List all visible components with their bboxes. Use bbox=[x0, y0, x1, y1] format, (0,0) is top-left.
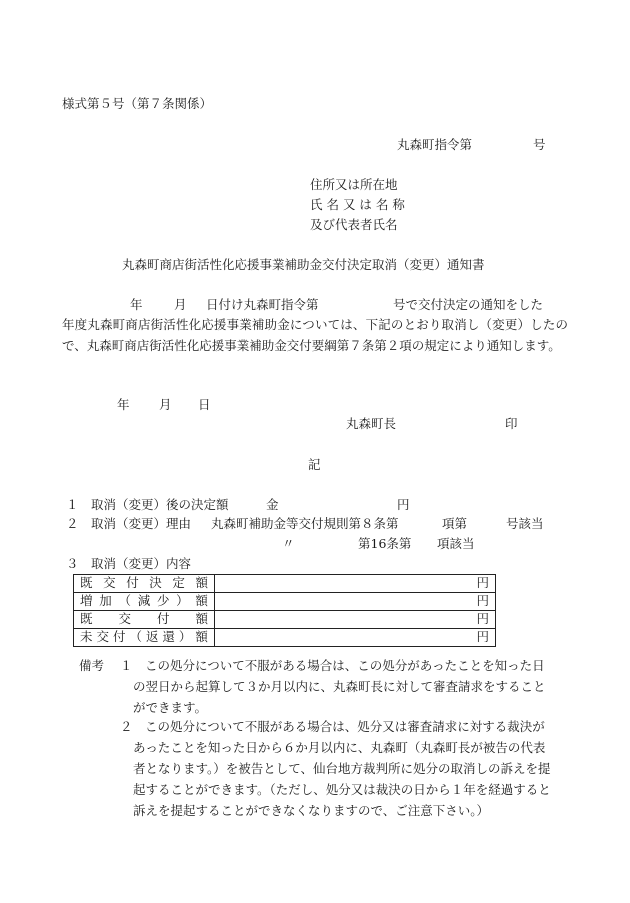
item-1-num: １ bbox=[66, 497, 79, 512]
item-1-label: 取消（変更）後の決定額 bbox=[91, 497, 229, 512]
body-month: 月 bbox=[174, 297, 187, 312]
date-year: 年 bbox=[117, 397, 130, 412]
note-1-num: １ bbox=[120, 658, 133, 673]
body-year: 年 bbox=[130, 297, 143, 312]
row-unit: 円 bbox=[215, 611, 496, 629]
item-3-num: ３ bbox=[66, 556, 79, 571]
remarks-heading: 備考 bbox=[79, 658, 105, 673]
row-label-text: 既 交 付 決 定 額 bbox=[80, 575, 208, 591]
issuer-name: 丸森町長 bbox=[346, 416, 397, 431]
row-label-text: 未 交 付 （ 返 還 ） 額 bbox=[80, 629, 208, 645]
table-row bbox=[74, 575, 496, 593]
row-unit: 円 bbox=[215, 593, 496, 611]
item-2-rule: 丸森町補助金等交付規則第８条第 bbox=[211, 516, 399, 531]
row-label bbox=[74, 629, 215, 647]
item-2-rule2: 第16条第 bbox=[358, 536, 412, 551]
item-2-kou: 項第 bbox=[442, 516, 468, 531]
item-2-label: 取消（変更）理由 bbox=[91, 516, 192, 531]
row-unit: 円 bbox=[215, 629, 496, 647]
item-2-ditto: 〃 bbox=[282, 536, 295, 551]
row-label bbox=[74, 611, 215, 629]
recipient-name: 氏 名 又 は 名 称 bbox=[310, 197, 405, 212]
table-row bbox=[74, 593, 496, 611]
row-label bbox=[74, 593, 215, 611]
table-row bbox=[74, 629, 496, 647]
recipient-address: 住所又は所在地 bbox=[310, 177, 398, 192]
row-label bbox=[74, 575, 215, 593]
body-notice-tail: 号で交付決定の通知をした bbox=[393, 297, 544, 312]
table-row bbox=[74, 611, 496, 629]
row-label-text: 増 加 （ 減 少 ） 額 bbox=[80, 593, 208, 609]
item-1-currency: 金 bbox=[266, 497, 279, 512]
item-2-kou2: 項該当 bbox=[437, 536, 475, 551]
document-title: 丸森町商店街活性化応援事業補助金交付決定取消（変更）通知書 bbox=[122, 257, 485, 272]
note-2-text: この処分について不服がある場合は、処分又は審査請求に対する裁決があったことを知った日から６か月以内に、丸森町（丸森町長が被告の代表者となります。）を被告として、仙台地方裁判所に処分の取消しの訴えを提起することができます。（ただし、処分又は裁決の日から１年を経過すると訴えを提起することができなくなりますので、ご注意下さい。） bbox=[133, 719, 551, 818]
item-3-label: 取消（変更）内容 bbox=[91, 556, 192, 571]
ki-heading: 記 bbox=[308, 457, 321, 472]
row-unit: 円 bbox=[215, 575, 496, 593]
seal-mark: 印 bbox=[505, 416, 518, 431]
doc-number-suffix: 号 bbox=[533, 137, 546, 152]
date-month: 月 bbox=[159, 397, 172, 412]
date-day: 日 bbox=[198, 397, 211, 412]
form-number: 様式第５号（第７条関係） bbox=[62, 96, 213, 111]
row-label-text: 既 交 付 額 bbox=[80, 611, 208, 627]
item-2-num: ２ bbox=[66, 516, 79, 531]
body-date-ref: 日付け丸森町指令第 bbox=[206, 297, 319, 312]
body-continuation: 年度丸森町商店街活性化応援事業補助金については、下記のとおり取消し（変更）したので、丸森町商店街活性化応援事業補助金交付要綱第７条第２項の規定により通知します。 bbox=[62, 317, 568, 353]
doc-number-prefix: 丸森町指令第 bbox=[397, 137, 473, 152]
recipient-representative: 及び代表者氏名 bbox=[310, 217, 398, 232]
note-2-num: ２ bbox=[120, 719, 133, 734]
item-2-gou: 号該当 bbox=[506, 516, 544, 531]
amount-table bbox=[73, 574, 496, 647]
item-1-unit: 円 bbox=[397, 497, 410, 512]
note-1-text: この処分について不服がある場合は、この処分があったことを知った日の翌日から起算して３か月以内に、丸森町長に対して審査請求をすることができます。 bbox=[133, 658, 546, 715]
